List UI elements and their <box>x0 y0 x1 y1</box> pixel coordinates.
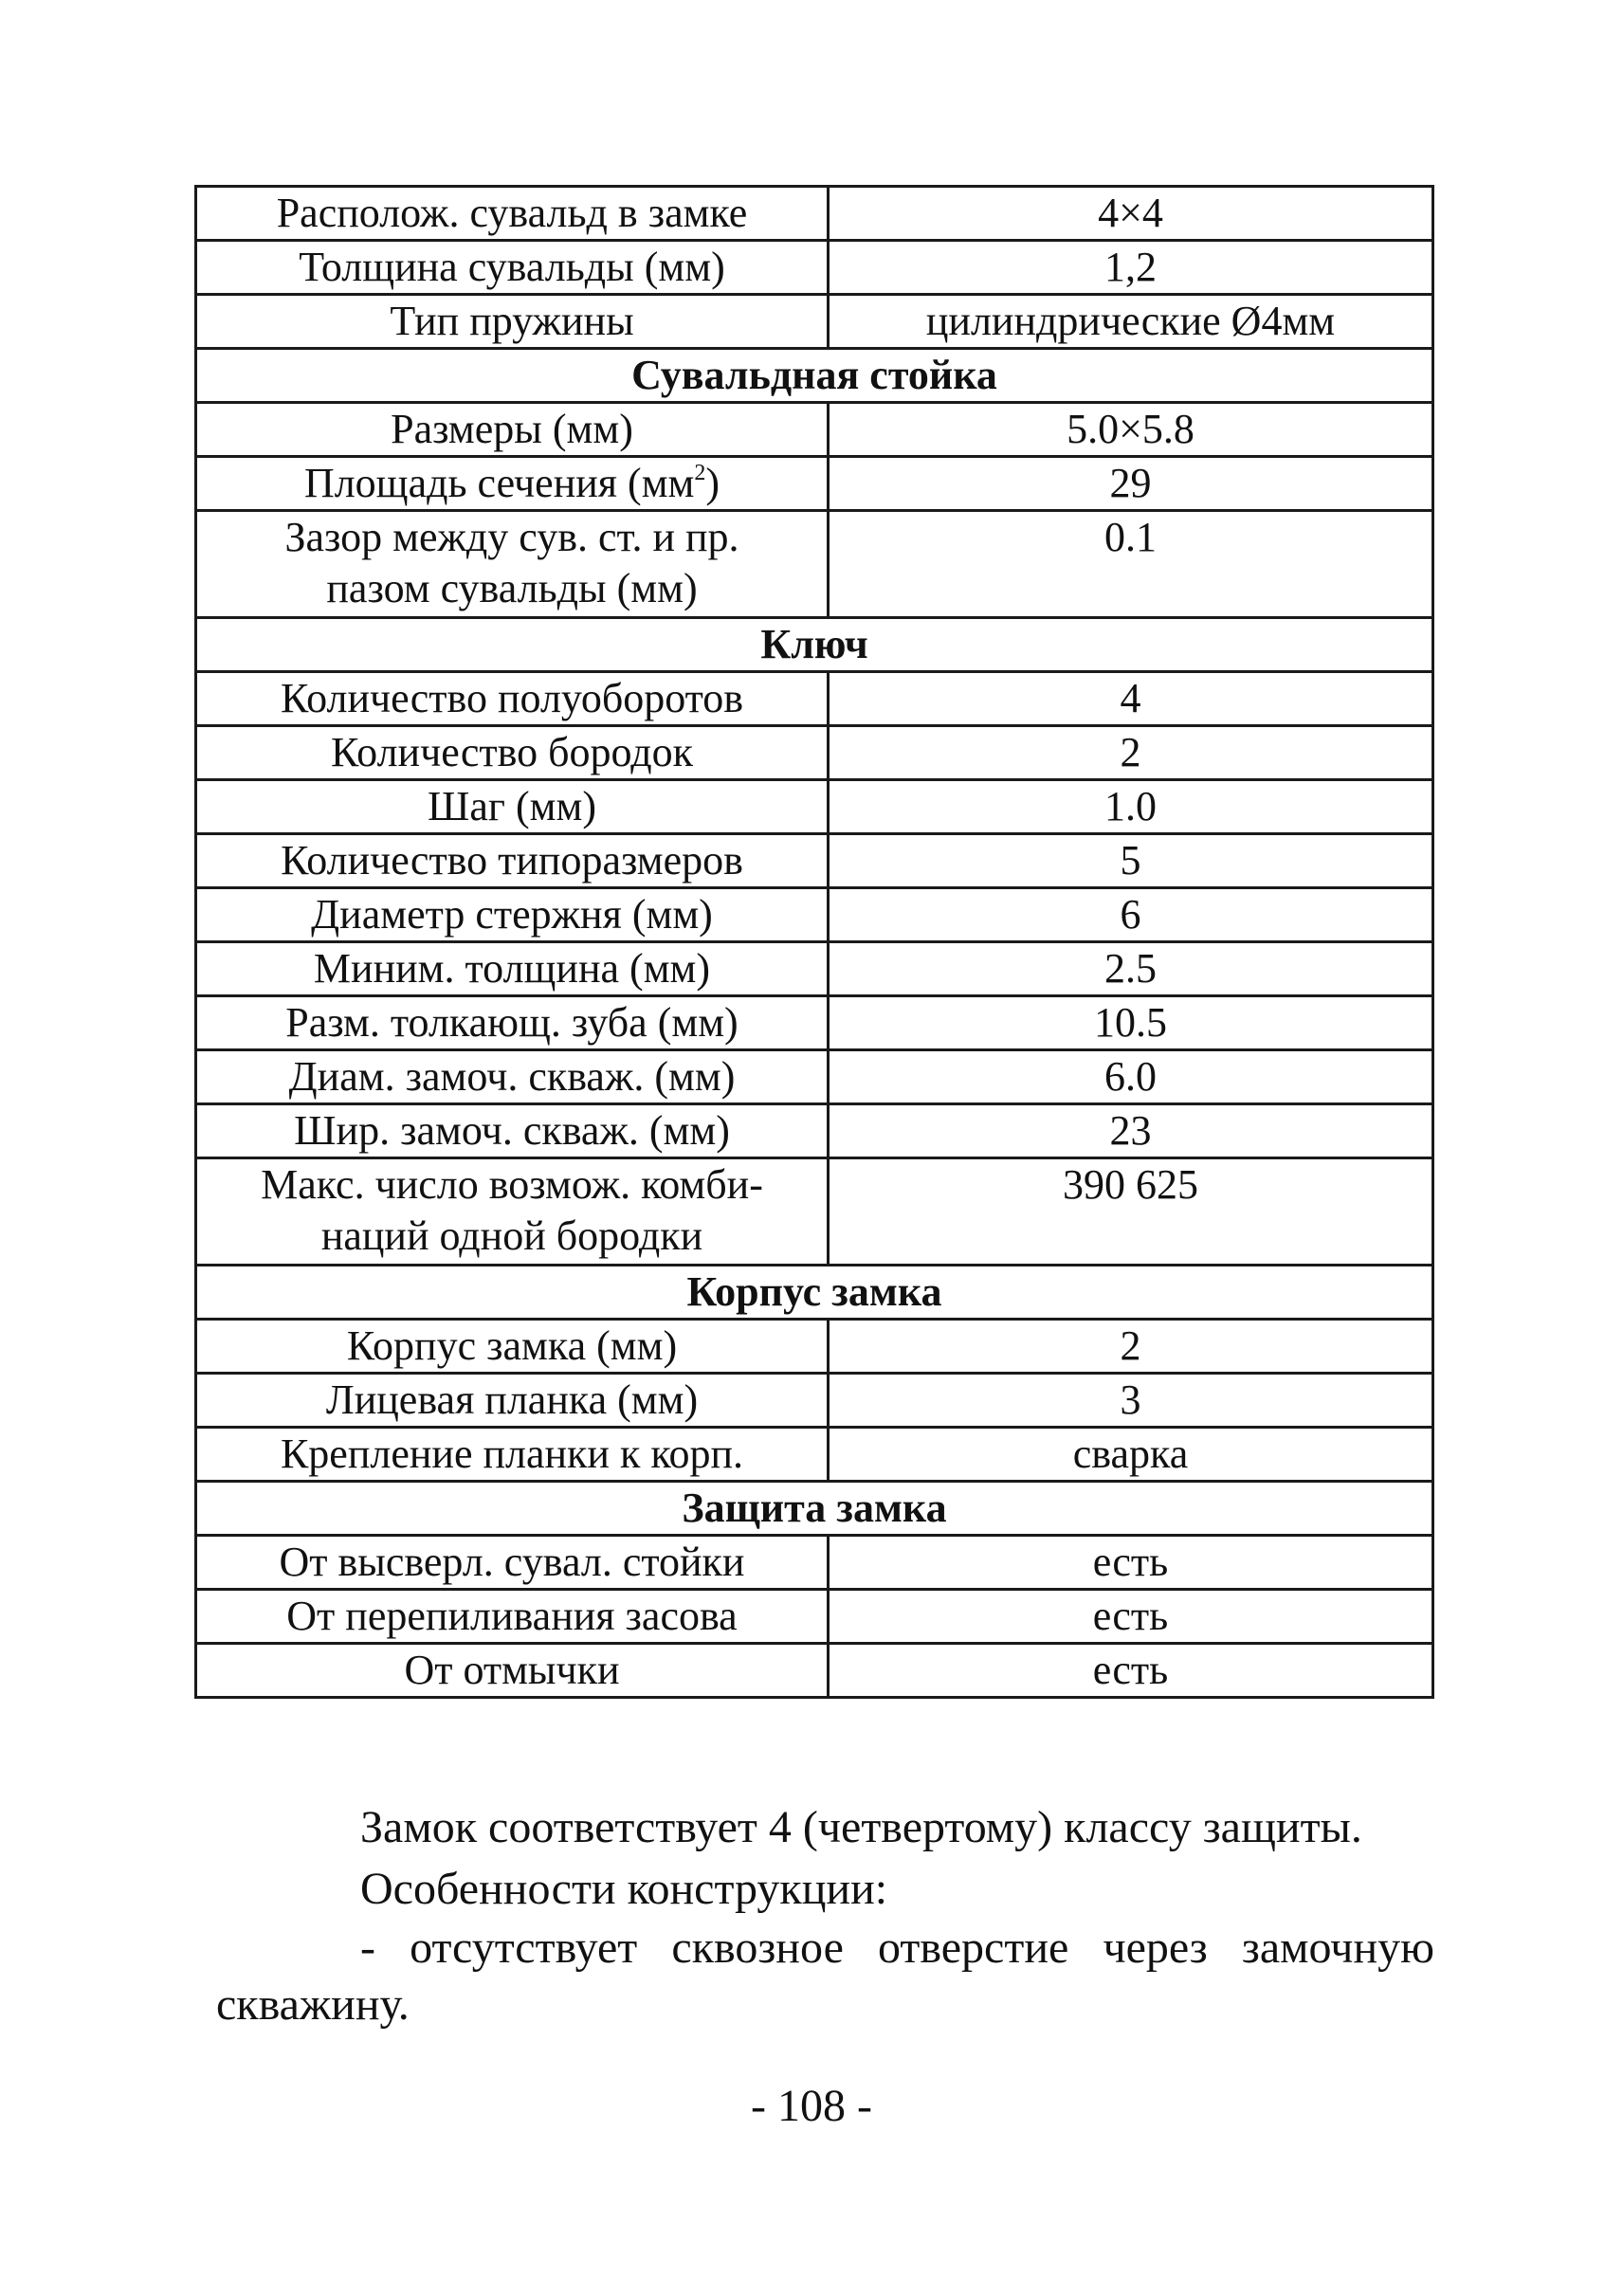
row-label: Количество типоразмеров <box>196 834 829 888</box>
row-label-line: пазом сувальды (мм) <box>326 565 698 611</box>
row-label: Лицевая планка (мм) <box>196 1374 829 1428</box>
table-row <box>196 187 1433 241</box>
table-row <box>196 942 1433 996</box>
table-row <box>196 1050 1433 1104</box>
row-label-line: наций одной бородки <box>320 1212 703 1259</box>
row-value: 2 <box>829 726 1433 780</box>
table-row <box>196 1320 1433 1374</box>
row-label <box>196 457 829 511</box>
row-label-line: Зазор между сув. ст. и пр. <box>284 514 739 560</box>
table-row <box>196 241 1433 295</box>
row-label: Количество полуоборотов <box>196 672 829 726</box>
row-value: есть <box>829 1590 1433 1644</box>
row-label: От высверл. сувал. стойки <box>196 1536 829 1590</box>
row-value: 0.1 <box>829 511 1433 618</box>
table-row <box>196 1590 1433 1644</box>
row-label-line: Макс. число возмож. комби- <box>261 1161 763 1208</box>
row-value: 6 <box>829 888 1433 942</box>
row-value: 3 <box>829 1374 1433 1428</box>
table-row <box>196 1374 1433 1428</box>
table-row <box>196 1536 1433 1590</box>
row-value: 5 <box>829 834 1433 888</box>
section-title: Ключ <box>196 618 1433 672</box>
section-header-protection <box>196 1482 1433 1536</box>
table-row <box>196 1158 1433 1266</box>
row-label: Крепление планки к корп. <box>196 1428 829 1482</box>
row-label: Располож. сувальд в замке <box>196 187 829 241</box>
table-row <box>196 295 1433 349</box>
section-title: Защита замка <box>196 1482 1433 1536</box>
row-label: Тип пружины <box>196 295 829 349</box>
table-row <box>196 996 1433 1050</box>
row-value: сварка <box>829 1428 1433 1482</box>
area-label-close: ) <box>705 460 720 506</box>
feature-list-item: - отсутствует сквозное отверстие через замочную скважину. <box>216 1922 1434 2030</box>
row-value: есть <box>829 1536 1433 1590</box>
row-value: 1,2 <box>829 241 1433 295</box>
section-title: Сувальдная стойка <box>196 349 1433 403</box>
table-row <box>196 888 1433 942</box>
row-label: Миним. толщина (мм) <box>196 942 829 996</box>
table-row <box>196 834 1433 888</box>
table-row <box>196 1428 1433 1482</box>
area-label-superscript: 2 <box>694 461 706 485</box>
row-label: От отмычки <box>196 1644 829 1698</box>
row-value: 6.0 <box>829 1050 1433 1104</box>
row-value: 23 <box>829 1104 1433 1158</box>
row-value: 29 <box>829 457 1433 511</box>
row-value: 4×4 <box>829 187 1433 241</box>
row-value: 1.0 <box>829 780 1433 834</box>
row-label: Размеры (мм) <box>196 403 829 457</box>
table-row <box>196 726 1433 780</box>
conclusion-paragraph: Замок соответствует 4 (четвертому) классу защиты. <box>360 1802 1362 1852</box>
row-label: Разм. толкающ. зуба (мм) <box>196 996 829 1050</box>
table-row <box>196 511 1433 618</box>
row-value: 4 <box>829 672 1433 726</box>
row-value: 5.0×5.8 <box>829 403 1433 457</box>
row-value: 2.5 <box>829 942 1433 996</box>
features-heading: Особенности конструкции: <box>360 1864 888 1914</box>
row-label: Диам. замоч. скваж. (мм) <box>196 1050 829 1104</box>
row-value: цилиндрические Ø4мм <box>829 295 1433 349</box>
table-row <box>196 403 1433 457</box>
row-label: Толщина сувальды (мм) <box>196 241 829 295</box>
row-value: 2 <box>829 1320 1433 1374</box>
row-value: есть <box>829 1644 1433 1698</box>
table-row <box>196 780 1433 834</box>
table-row <box>196 672 1433 726</box>
area-label-text: Площадь сечения (мм <box>303 460 695 506</box>
section-header-key <box>196 618 1433 672</box>
section-title: Корпус замка <box>196 1266 1433 1320</box>
table-row <box>196 1644 1433 1698</box>
row-label: Количество бородок <box>196 726 829 780</box>
row-label: От перепиливания засова <box>196 1590 829 1644</box>
row-label <box>196 511 829 618</box>
row-value: 390 625 <box>829 1158 1433 1266</box>
row-label: Шаг (мм) <box>196 780 829 834</box>
page-number: - 108 - <box>751 2081 872 2131</box>
section-header-body <box>196 1266 1433 1320</box>
row-value: 10.5 <box>829 996 1433 1050</box>
lock-spec-table <box>194 185 1434 1699</box>
row-label: Диаметр стержня (мм) <box>196 888 829 942</box>
row-label: Шир. замоч. скваж. (мм) <box>196 1104 829 1158</box>
section-header-post <box>196 349 1433 403</box>
table-row <box>196 1104 1433 1158</box>
row-label: Корпус замка (мм) <box>196 1320 829 1374</box>
row-label <box>196 1158 829 1266</box>
table-row <box>196 457 1433 511</box>
